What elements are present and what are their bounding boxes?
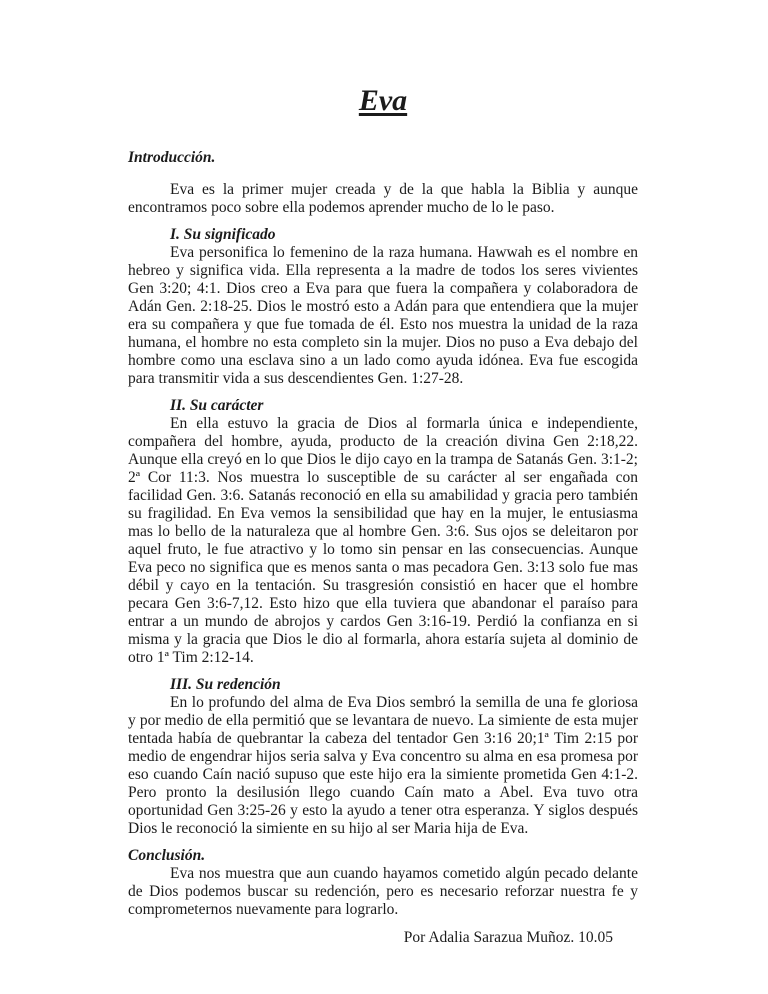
document-title-text: Eva <box>358 84 408 117</box>
paragraph-redencion: En lo profundo del alma de Eva Dios sembró la semilla de una fe gloriosa y por medio de ella permitió que se levantara de nuevo. La simiente de esta mujer tentada había de quebrantar la cabeza del tentador Gen 3:16 20;1ª Tim 2:15 por medio de engendrar hijos seria salva y Eva concentro su alma en esa promesa por eso cuando Caín nació supuso que este hijo era la simiente prometida Gen 4:1-2. Pero pronto la desilusión llego cuando Caín mato a Abel. Eva tuvo otra oportunidad Gen 3:25-26 y esto la ayudo a tener otra esperanza. Y siglos después Dios le reconoció la simiente en su hijo al ser Maria hija de Eva. <box>128 694 638 837</box>
paragraph-caracter: En ella estuvo la gracia de Dios al formarla única e independiente, compañera del hombre, ayuda, producto de la creación divina Gen 2:18,22. Aunque ella creyó en lo que Dios le dijo cayo en la trampa de Satanás Gen. 3:1-2; 2ª Cor 11:3. Nos muestra lo susceptible de su carácter al ser engañada con facilidad Gen. 3:6. Satanás reconoció en ella su amabilidad y gracia pero también su fragilidad. En Eva vemos la sensibilidad que hay en la mujer, le entusiasma mas lo bello de la naturaleza que al hombre Gen. 3:6. Sus ojos se deleitaron por aquel fruto, le fue atractivo y lo tomo sin pensar en las consecuencias. Aunque Eva peco no significa que es menos santa o mas pecadora Gen. 3:13 solo fue mas débil y cayo en la tentación. Su trasgresión consistió en hacer que el hombre pecara Gen 3:6-7,12. Esto hizo que ella tuviera que abandonar el paraíso para entrar a un mundo de abrojos y cardos Gen 3:16-19. Perdió la confianza en si misma y la gracia que Dios le dio al formarla, ahora estaría sujeta al dominio de otro 1ª Tim 2:12-14. <box>128 415 638 666</box>
paragraph-introduccion: Eva es la primer mujer creada y de la que habla la Biblia y aunque encontramos poco sobre ella podemos aprender mucho de lo le paso. <box>128 181 638 216</box>
section-conclusion <box>128 847 638 919</box>
section-caracter <box>128 397 638 667</box>
paragraph-significado: Eva personifica lo femenino de la raza humana. Hawwah es el nombre en hebreo y significa vida. Ella representa a la madre de todos los seres vivientes Gen 3:20; 4:1. Dios creo a Eva para que fuera la compañera y colaboradora de Adán Gen. 2:18-25. Dios le mostró esto a Adán para que entendiera que la mujer era su compañera y que fue tomada de él. Esto nos muestra la unidad de la raza humana, el hombre no esta completo sin la mujer. Dios no puso a Eva debajo del hombre como una esclava sino a un lado como ayuda idónea. Eva fue escogida para transmitir vida a sus descendientes Gen. 1:27-28. <box>128 244 638 387</box>
section-redencion <box>128 676 638 838</box>
section-heading-significado: I. Su significado <box>170 226 276 243</box>
document-title <box>128 83 638 119</box>
author-signature: Por Adalia Sarazua Muñoz. 10.05 <box>403 929 613 946</box>
section-heading-caracter: II. Su carácter <box>170 397 264 414</box>
section-significado <box>128 226 638 388</box>
section-heading-conclusion: Conclusión. <box>128 847 206 864</box>
section-heading-introduccion: Introducción. <box>128 149 216 166</box>
section-heading-redencion: III. Su redención <box>170 676 281 693</box>
section-introduccion <box>128 149 638 217</box>
paragraph-conclusion: Eva nos muestra que aun cuando hayamos cometido algún pecado delante de Dios podemos buscar su redención, pero es necesario reforzar nuestra fe y comprometernos nuevamente para lograrlo. <box>128 865 638 918</box>
